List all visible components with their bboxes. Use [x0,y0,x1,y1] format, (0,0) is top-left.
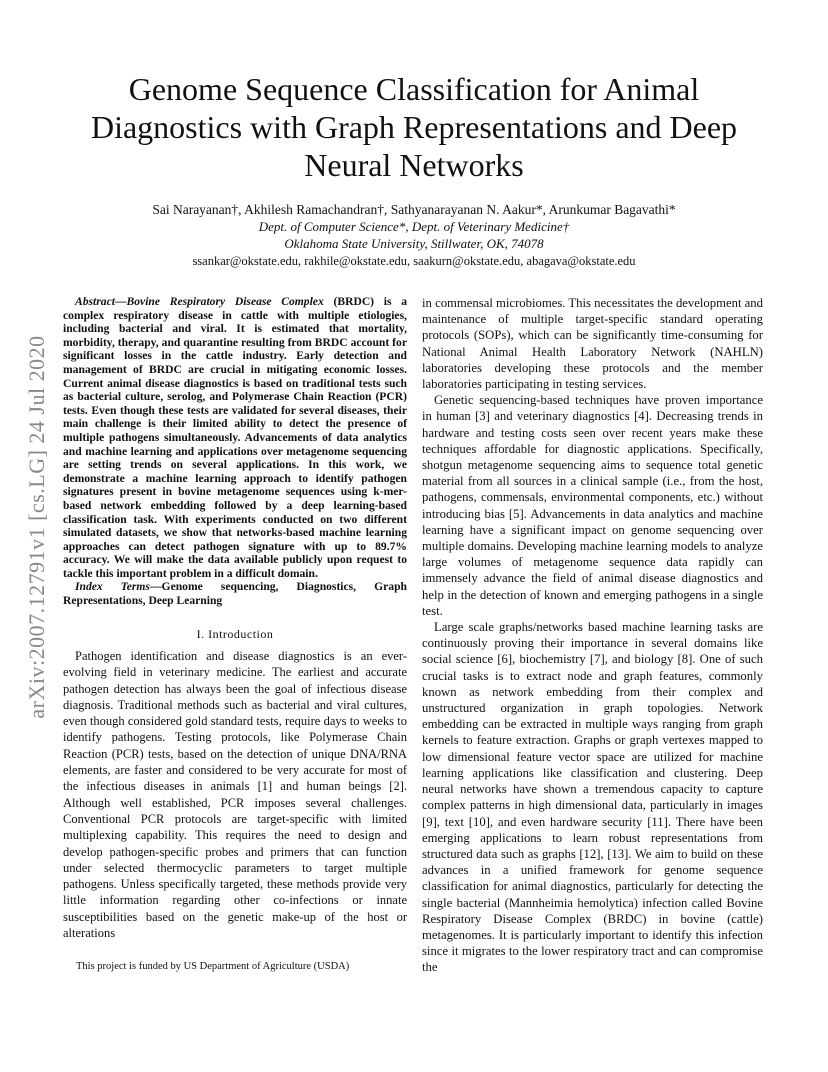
abstract [63,295,407,580]
arxiv-sidebar [25,295,49,760]
body-paragraph: in commensal microbiomes. This necessitates the development and maintenance of multiple target-specific standard operating protocols (SOPs), which can be significantly time-consuming for National Animal Health Laboratory Network (NAHLN) laboratories developing these protocols and the member laboratories participating in testing services. [422,296,763,392]
affiliation-departments: Dept. of Computer Science*, Dept. of Veterinary Medicine† [258,219,570,234]
abstract-lead: Abstract—Bovine Respiratory Disease Complex [75,295,324,308]
abstract-body: (BRDC) is a complex respiratory disease in cattle with multiple etiologies, including bacterial and viral. It is estimated that mortality, morbidity, therapy, and quarantine resulting from BRDC account for significant losses in the cattle industry. Early detection and management of BRDC are crucial in mitigating economic losses. Current animal disease diagnostics is based on traditional tests such as bacterial culture, serolog, and Polymerase Chain Reaction (PCR) tests. Even though these tests are validated for several diseases, their main challenge is their limited ability to detect the presence of multiple pathogens simultaneously. Advancements of data analytics and machine learning and applications over metagenome sequencing are setting trends on several applications. In this work, we demonstrate a machine learning approach to identify pathogen signatures present in bovine metagenome sequences using k-mer-based network embedding followed by a deep learning-based classification task. With experiments conducted on two different simulated datasets, we show that networks-based machine learning approaches can detect pathogen signature with up to 89.7% accuracy. We will make the data available publicly upon request to tackle this important problem in a difficult domain. [63,295,407,580]
index-terms-lead: Index Terms [75,580,150,594]
index-terms [63,580,407,607]
arxiv-identifier: arXiv:2007.12791v1 [cs.LG] 24 Jul 2020 [24,335,49,719]
author-list: Sai Narayanan†, Akhilesh Ramachandran†, Sathyanarayanan N. Aakur*, Arunkumar Bagavathi* [152,202,676,217]
body-paragraph: Genetic sequencing-based techniques have proven importance in human [3] and veterinary diagnostics [4]. Decreasing trends in hardware and testing costs seen over recent years make these techniques affordable for diagnostic applications. Specifically, shotgun metagenome sequencing aims to sequence total genetic material from all sources in a clinical sample (i.e., from the host, pathogens, commensals, environmental components, etc.) without introducing bias [5]. Advancements in data analytics and machine learning have a significant impact on genome sequencing over multiple domains. Developing machine learning models to analyze large volumes of metagenome sequence data rapidly can immensely advance the field of animal disease diagnostics and help in the detection of known and emerging pathogens in a single test. [422,393,763,618]
author-emails: ssankar@okstate.edu, rakhile@okstate.edu, saakurn@okstate.edu, abagava@okstate.edu [192,254,636,268]
title-line: Genome Sequence Classification for Animal [128,71,700,107]
paper-title [60,70,768,184]
funding-footnote: This project is funded by US Department of Agriculture (USDA) [76,961,350,972]
right-column [422,295,763,976]
left-column [63,295,407,941]
intro-paragraph: Pathogen identification and disease diagnostics is an ever-evolving field in veterinary medicine. The earliest and accurate pathogen detection has always been the goal of infectious disease diagnosis. Traditional methods such as bacterial and viral cultures, even though considered gold standard tests, require days to weeks to identify pathogens. Testing protocols, like Polymerase Chain Reaction (PCR) tests, based on the detection of unique DNA/RNA elements, are faster and considered to be very accurate for most of the infectious diseases in animals [1] and human beings [2]. Although well established, PCR imposes several challenges. Conventional PCR protocols are target-specific with limited multiplexing capability. This requires the need to design and develop pathogen-specific probes and primers that can function under selected thermocyclic parameters to target multiple pathogens. Unless specifically targeted, these methods provide very little information regarding other co-infections or innate susceptibilities based on the genetic make-up of the host or alterations [63,648,407,940]
affiliation-university: Oklahoma State University, Stillwater, OK, 74078 [284,236,544,251]
title-line: Diagnostics with Graph Representations and Deep [90,109,738,145]
title-line: Neural Networks [304,147,524,183]
section-heading: I. Introduction [196,626,274,641]
index-terms-body: —Genome sequencing, Diagnostics, Graph Representations, Deep Learning [63,580,407,608]
body-paragraph: Large scale graphs/networks based machine learning tasks are continuously proving their importance in several domains like social science [6], biochemistry [7], and biology [8]. One of such crucial tasks is to extract node and graph features, commonly known as network embedding from their complex and unstructured organization in graph topologies. Network embedding can be extracted in multiple ways ranging from graph kernels to feature extraction. Graphs or graph vertexes mapped to low dimensional feature vector space are utilized for machine learning applications like classification and clustering. Deep neural networks have shown a tremendous capacity to capture complex patterns in high dimensional data, particularly in images [9], text [10], and even hardware security [11]. There have been emerging applications to learn robust representations from structured data such as graphs [12], [13]. We aim to build on these advances in a unified framework for genome sequence classification for animal diagnostics, particularly for detecting the single bacterial (Mannheimia hemolytica) infection called Bovine Respiratory Disease Complex (BRDC) in bovine (cattle) metagenomes. It is particularly important to identify this infection since it migrates to the lower respiratory tract and can compromise the [422,620,763,975]
